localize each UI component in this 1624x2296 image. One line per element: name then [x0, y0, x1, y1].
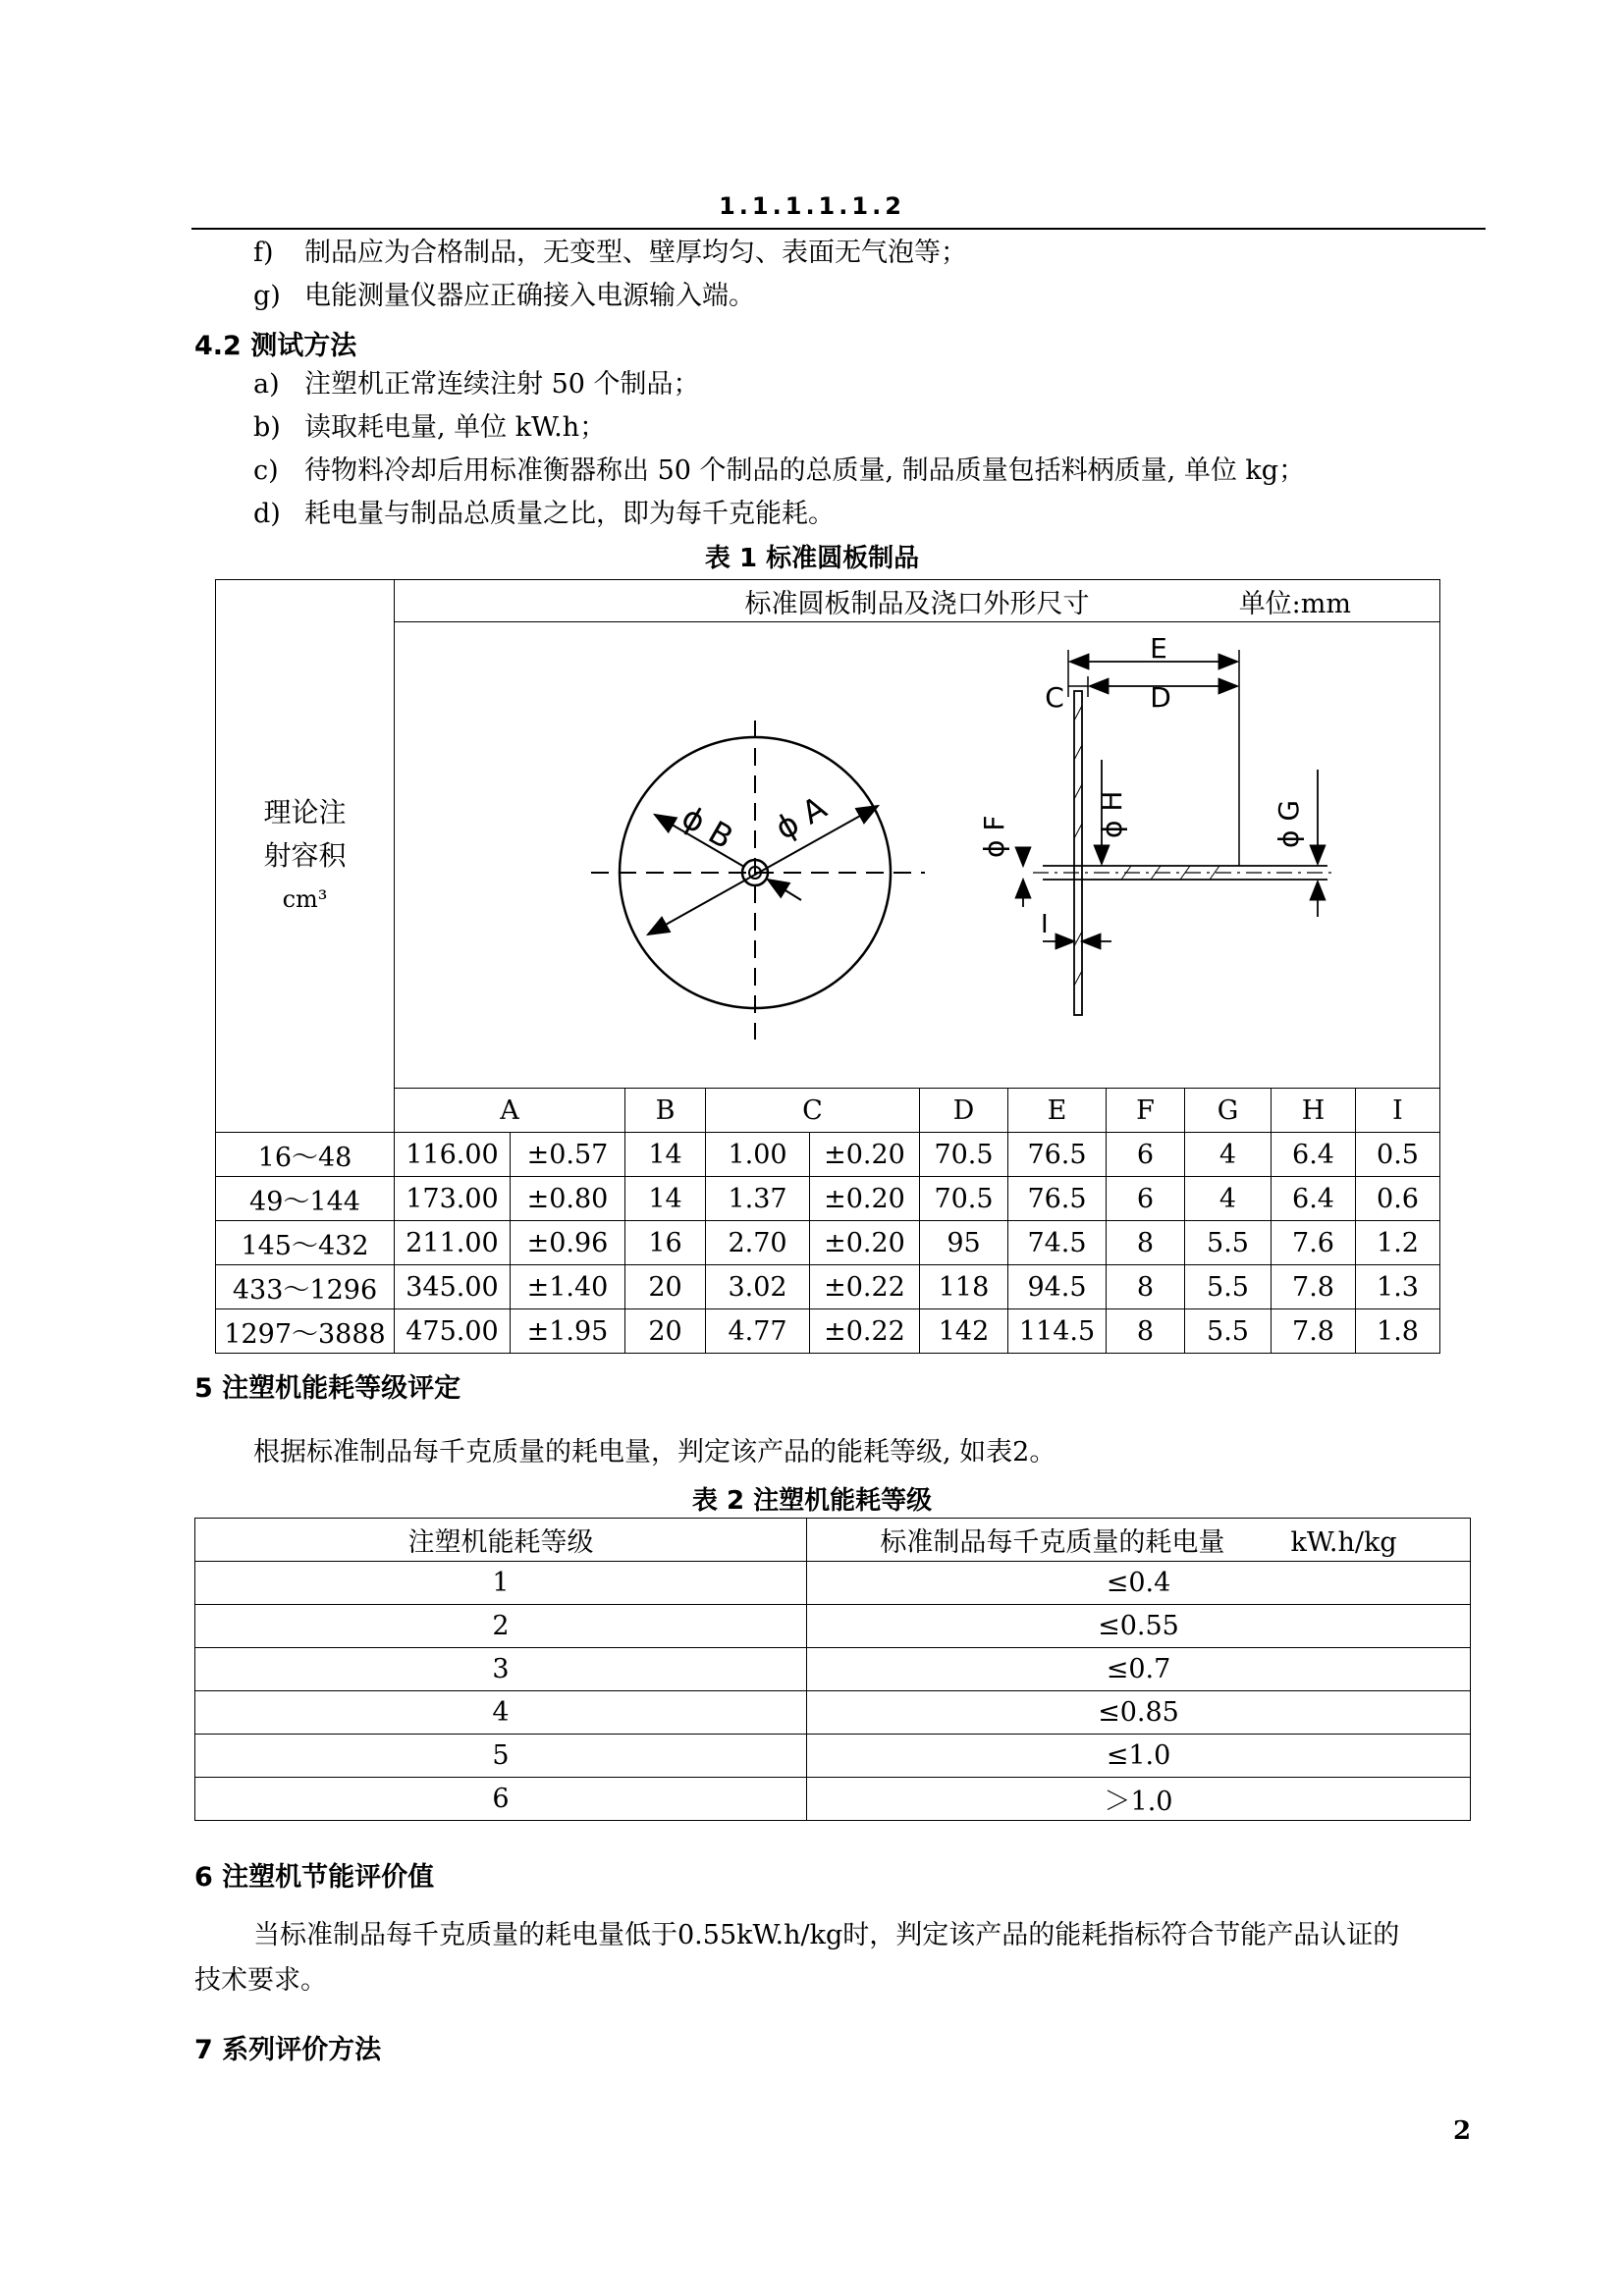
table2-caption: 表 2 注塑机能耗等级 [691, 1486, 933, 1516]
list-item-g [253, 279, 755, 314]
table-cell: 142 [920, 1309, 1008, 1354]
table-cell: 76.5 [1008, 1177, 1107, 1221]
table-cell: 116.00 [395, 1133, 511, 1177]
table-cell: 173.00 [395, 1177, 511, 1221]
list-item-label: c) [253, 455, 279, 486]
table1 [215, 579, 1440, 1354]
table1-drawing-cell [395, 622, 1440, 1089]
table-cell: 16 [625, 1221, 706, 1265]
table1-col-header: D [920, 1089, 1008, 1133]
table-row [195, 1778, 1471, 1821]
list-item-d [253, 497, 835, 532]
table-cell: 1 [195, 1562, 807, 1605]
table-row [195, 1735, 1471, 1778]
table-cell: 6 [1107, 1133, 1185, 1177]
dim-label-phiF: ϕ F [978, 815, 1010, 858]
table-cell: ±0.20 [810, 1133, 920, 1177]
section-6-paragraph-line2: 技术要求。 [194, 1965, 327, 1996]
list-item-text: 制品应为合格制品，无变型、壁厚均匀、表面无气泡等； [304, 238, 967, 268]
table-cell: 14 [625, 1177, 706, 1221]
dim-label-D: D [1150, 681, 1171, 714]
table-cell: 76.5 [1008, 1133, 1107, 1177]
table-cell: 1.37 [706, 1177, 810, 1221]
table-cell: 16～48 [216, 1133, 395, 1177]
table-cell: 118 [920, 1265, 1008, 1309]
table-cell: 1.3 [1356, 1265, 1440, 1309]
table1-col-header: I [1356, 1089, 1440, 1133]
list-item-text: 注塑机正常连续注射 50 个制品； [304, 369, 700, 400]
table1-col-header: B [625, 1089, 706, 1133]
table-cell: 7.6 [1272, 1221, 1356, 1265]
table-cell: 14 [625, 1133, 706, 1177]
table-cell: 94.5 [1008, 1265, 1107, 1309]
table2-col-header [807, 1519, 1471, 1562]
table1-row-header-unit: cm³ [282, 885, 328, 913]
table-row [216, 1177, 1440, 1221]
header-rule [191, 228, 1486, 230]
table-cell: 345.00 [395, 1265, 511, 1309]
table-cell: 6 [1107, 1177, 1185, 1221]
dim-label-C: C [1045, 681, 1064, 714]
table-cell: 8 [1107, 1221, 1185, 1265]
table1-row-header [216, 580, 395, 1133]
table-cell: 3 [195, 1648, 807, 1691]
table1-column-header-row [216, 1089, 1440, 1133]
table-cell: ±0.96 [511, 1221, 625, 1265]
plate-front-view [591, 721, 925, 1040]
table-cell: ±0.22 [810, 1309, 920, 1354]
table-cell: ＞1.0 [807, 1778, 1471, 1821]
table1-caption: 表 1 标准圆板制品 [704, 544, 920, 573]
table-cell: ±0.20 [810, 1221, 920, 1265]
table-row [216, 1265, 1440, 1309]
table-cell: 4.77 [706, 1309, 810, 1354]
table-cell: 4 [1185, 1177, 1272, 1221]
table-cell: 6.4 [1272, 1177, 1356, 1221]
table2-header-row [195, 1519, 1471, 1562]
table-cell: 20 [625, 1265, 706, 1309]
list-item-text: 电能测量仪器应正确接入电源输入端。 [304, 281, 755, 311]
table-cell: 74.5 [1008, 1221, 1107, 1265]
table-cell: 8 [1107, 1309, 1185, 1354]
table-row [195, 1562, 1471, 1605]
list-item-label: f) [253, 238, 274, 268]
table-cell: 4 [1185, 1133, 1272, 1177]
list-item-label: g) [253, 281, 281, 311]
dim-label-phiG: ϕ G [1272, 799, 1305, 848]
table-cell: ±1.95 [511, 1309, 625, 1354]
table-row [216, 1221, 1440, 1265]
table-cell: 70.5 [920, 1177, 1008, 1221]
list-item-label: d) [253, 499, 281, 529]
plate-and-gate-drawing [395, 622, 1439, 1088]
table-cell: 8 [1107, 1265, 1185, 1309]
table-cell: 114.5 [1008, 1309, 1107, 1354]
list-item-text: 耗电量与制品总质量之比，即为每千克能耗。 [304, 499, 835, 529]
page-number: 2 [1453, 2116, 1472, 2146]
table-cell: ±0.22 [810, 1265, 920, 1309]
list-item-c [253, 454, 1305, 489]
table1-col-header: G [1185, 1089, 1272, 1133]
table-cell: ≤1.0 [807, 1735, 1471, 1778]
table-cell: 1297～3888 [216, 1309, 395, 1354]
table-cell: ≤0.4 [807, 1562, 1471, 1605]
table-cell: 95 [920, 1221, 1008, 1265]
table-cell: ±0.80 [511, 1177, 625, 1221]
dim-label-phiH: ϕ H [1096, 790, 1128, 838]
table-row [216, 1309, 1440, 1354]
section-7-title: 7 系列评价方法 [194, 2035, 382, 2065]
section-4-2-title: 4.2 测试方法 [194, 331, 357, 361]
section-6-paragraph-line1: 当标准制品每千克质量的耗电量低于0.55kW.h/kg时，判定该产品的能耗指标符合节能产品认证的 [253, 1920, 1400, 1950]
dim-label-phiA: ϕ A [769, 788, 834, 847]
dim-label-I: I [1041, 910, 1049, 939]
table-cell: 145～432 [216, 1221, 395, 1265]
list-item-label: a) [253, 369, 280, 400]
table-row [216, 1133, 1440, 1177]
document-code-header: 1.1.1.1.1.2 [719, 192, 905, 220]
table1-col-header: F [1107, 1089, 1185, 1133]
table-cell: 0.6 [1356, 1177, 1440, 1221]
table-cell: ±0.20 [810, 1177, 920, 1221]
table-cell: 2 [195, 1605, 807, 1648]
table1-top-header-label: 标准圆板制品及浇口外形尺寸 [744, 588, 1090, 619]
table1-unit: 单位:mm [1238, 588, 1351, 619]
table-cell: 1.8 [1356, 1309, 1440, 1354]
table-cell: 5.5 [1185, 1221, 1272, 1265]
table-cell: 20 [625, 1309, 706, 1354]
table-row [195, 1605, 1471, 1648]
table-cell: 3.02 [706, 1265, 810, 1309]
table-cell: 2.70 [706, 1221, 810, 1265]
list-item-text: 读取耗电量, 单位 kW.h； [304, 412, 607, 443]
section-5-title: 5 注塑机能耗等级评定 [194, 1373, 461, 1404]
table-cell: 49～144 [216, 1177, 395, 1221]
list-item-a [253, 367, 700, 402]
table-cell: ≤0.55 [807, 1605, 1471, 1648]
table2-col-header-label: 标准制品每千克质量的耗电量 [880, 1527, 1225, 1558]
table2 [194, 1518, 1471, 1821]
table-cell: 5.5 [1185, 1265, 1272, 1309]
table-cell: 7.8 [1272, 1309, 1356, 1354]
dim-label-E: E [1150, 632, 1167, 665]
table-cell: 433～1296 [216, 1265, 395, 1309]
table-cell: 4 [195, 1691, 807, 1735]
table1-row-header-label: 理论注射容积 [263, 796, 347, 872]
table-cell: 1.2 [1356, 1221, 1440, 1265]
table-cell: ±1.40 [511, 1265, 625, 1309]
table-cell: ±0.57 [511, 1133, 625, 1177]
table-cell: ≤0.7 [807, 1648, 1471, 1691]
table2-col-header-unit: kW.h/kg [1290, 1527, 1397, 1558]
table-row [195, 1648, 1471, 1691]
table-cell: 5 [195, 1735, 807, 1778]
table-cell: 211.00 [395, 1221, 511, 1265]
table1-top-header [395, 580, 1440, 622]
gate-section-view [978, 632, 1337, 1015]
table1-col-header: H [1272, 1089, 1356, 1133]
table1-col-header: E [1008, 1089, 1107, 1133]
list-item-text: 待物料冷却后用标准衡器称出 50 个制品的总质量, 制品质量包括料柄质量, 单位 kg； [304, 455, 1306, 486]
table-cell: 0.5 [1356, 1133, 1440, 1177]
table-cell: 1.00 [706, 1133, 810, 1177]
table-cell: 6.4 [1272, 1133, 1356, 1177]
table-cell: 6 [195, 1778, 807, 1821]
list-item-f [253, 236, 967, 271]
list-item-label: b) [253, 412, 281, 443]
table2-col-header: 注塑机能耗等级 [195, 1519, 807, 1562]
list-item-b [253, 410, 606, 446]
table-cell: 70.5 [920, 1133, 1008, 1177]
table1-col-header: C [706, 1089, 920, 1133]
dim-label-phiB: ϕ B [676, 798, 740, 857]
section-5-paragraph: 根据标准制品每千克质量的耗电量，判定该产品的能耗等级, 如表2。 [253, 1437, 1056, 1468]
table-cell: 475.00 [395, 1309, 511, 1354]
table-cell: 5.5 [1185, 1309, 1272, 1354]
table1-col-header: A [395, 1089, 625, 1133]
table-cell: 7.8 [1272, 1265, 1356, 1309]
table-cell: ≤0.85 [807, 1691, 1471, 1735]
table-row [195, 1691, 1471, 1735]
section-6-title: 6 注塑机节能评价值 [194, 1862, 435, 1893]
